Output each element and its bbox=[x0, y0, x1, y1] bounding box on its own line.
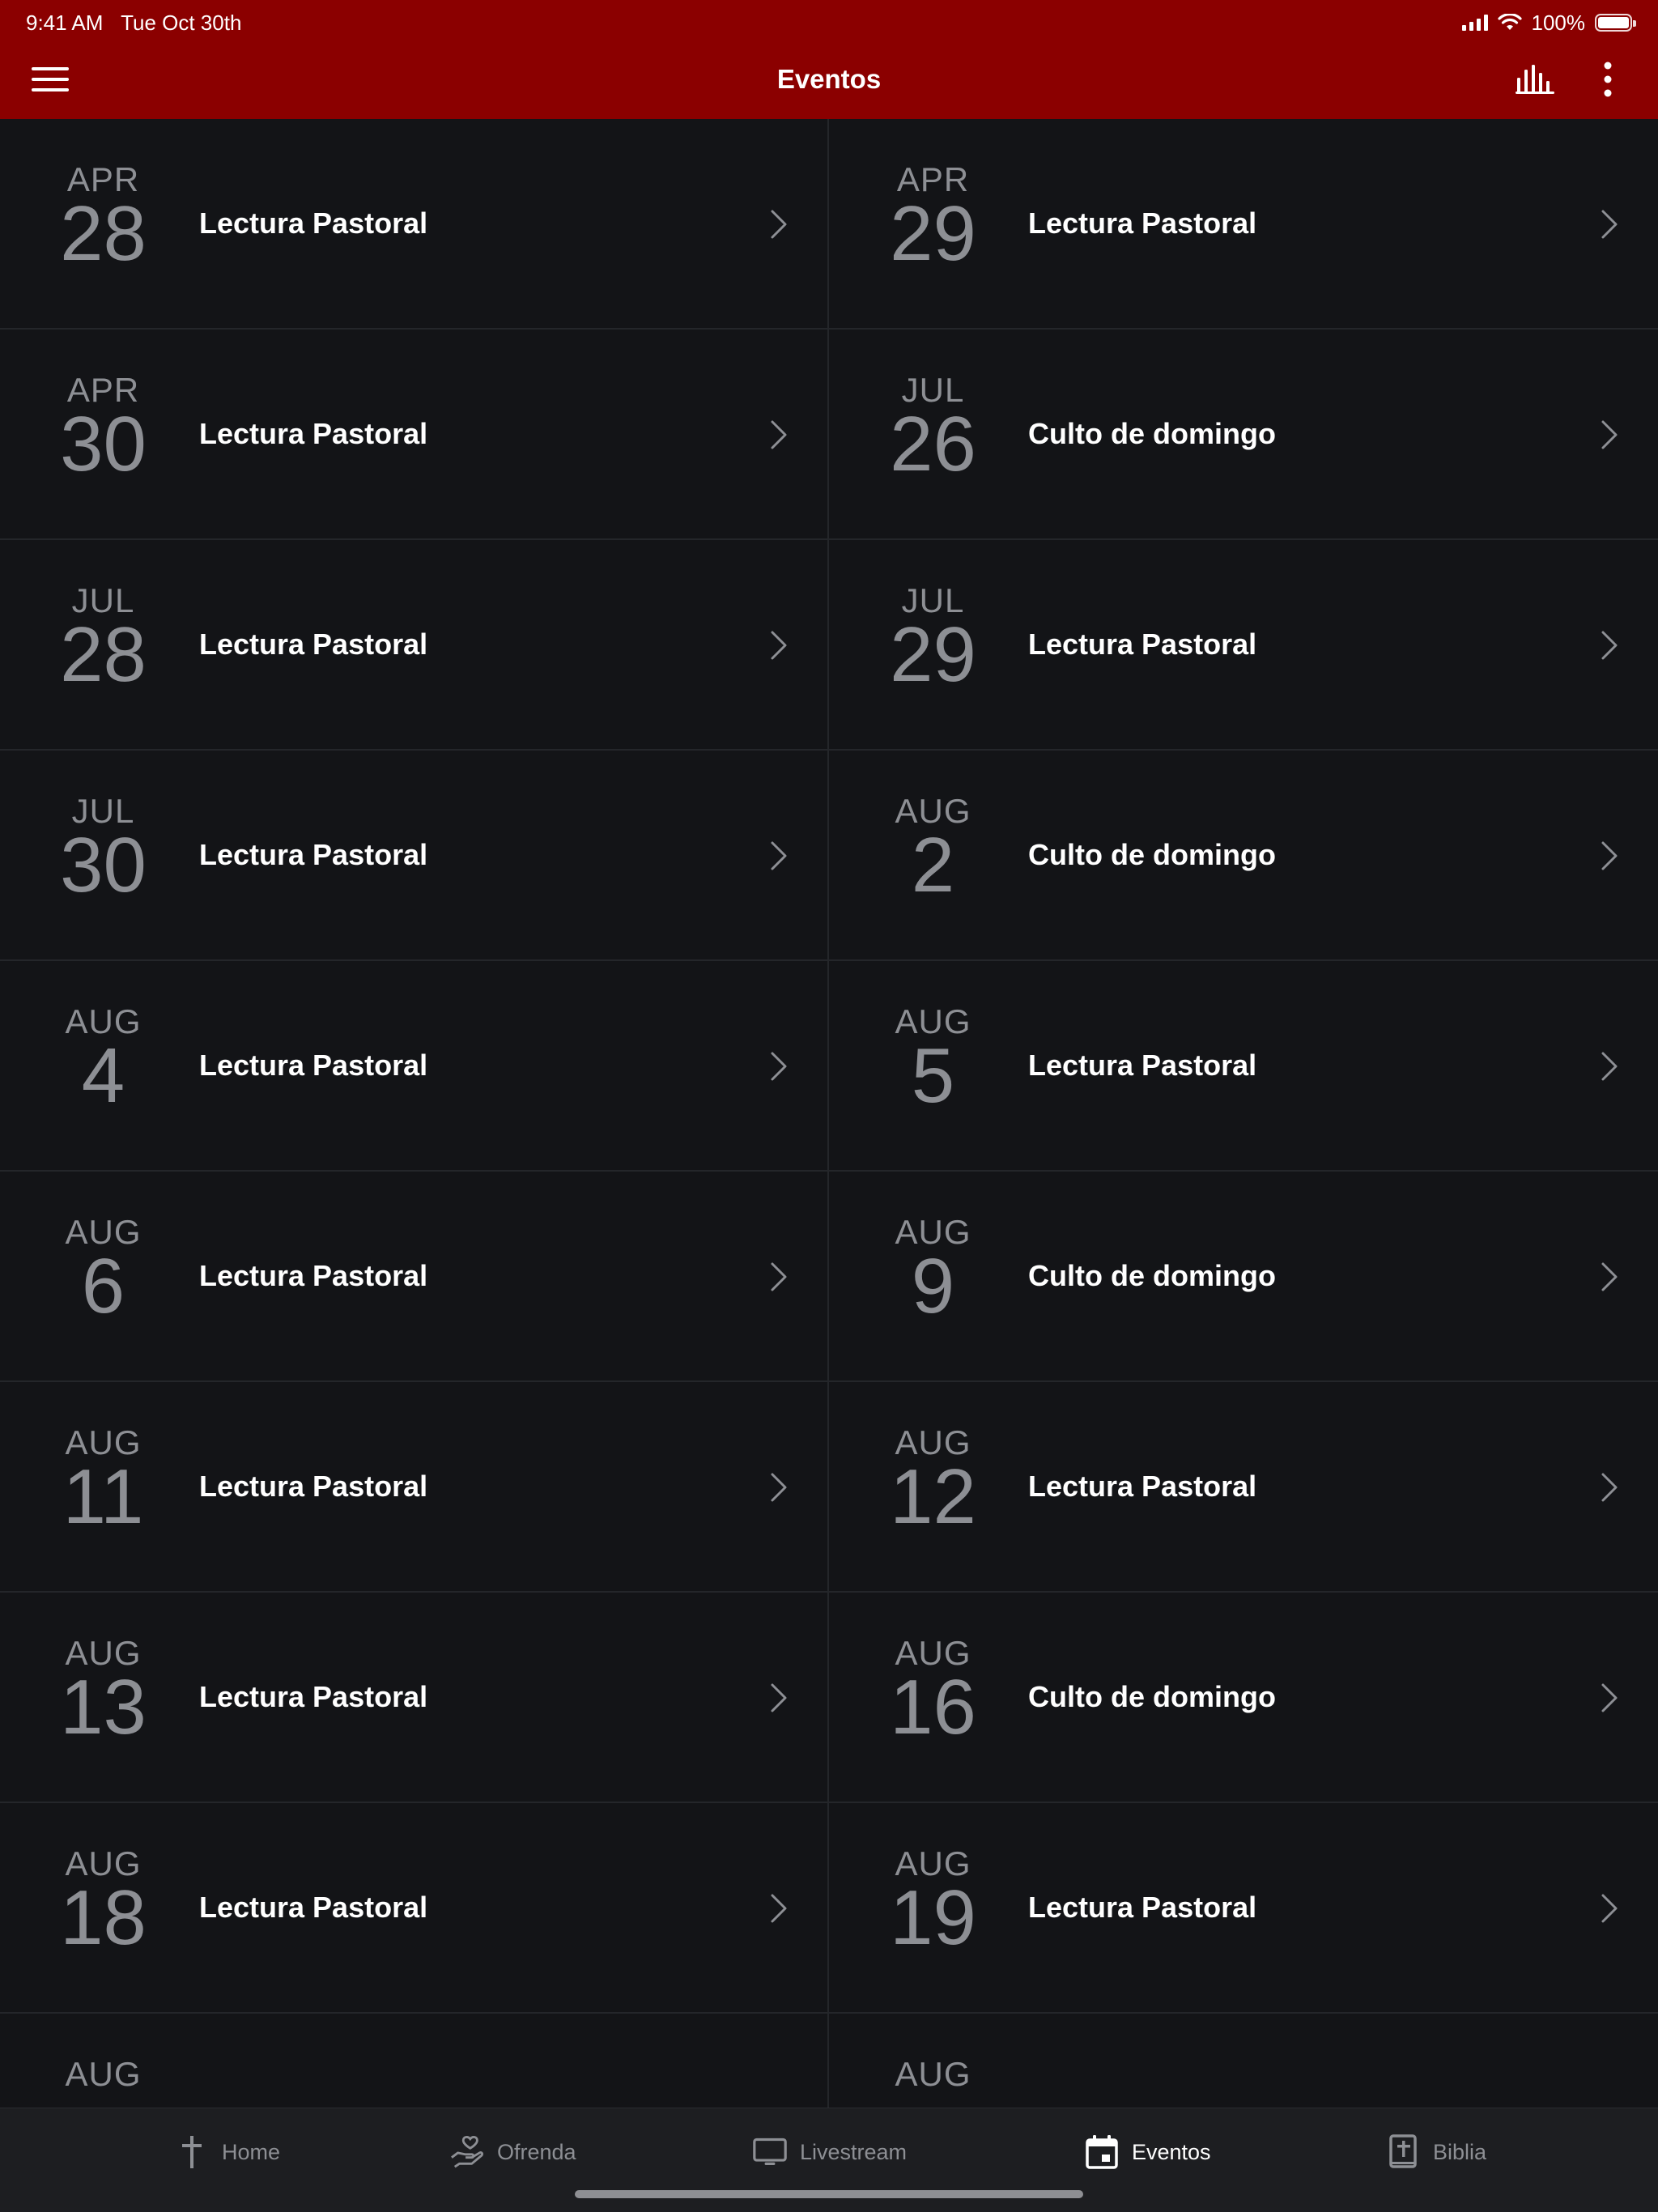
cellular-signal-icon bbox=[1462, 15, 1488, 31]
event-item[interactable] bbox=[0, 119, 829, 330]
more-vertical-icon bbox=[1603, 62, 1613, 97]
event-month: APR bbox=[66, 160, 140, 198]
event-month: AUG bbox=[65, 1002, 142, 1040]
chevron-right-icon bbox=[1592, 838, 1624, 874]
event-title: Lectura Pastoral bbox=[1028, 1470, 1257, 1503]
event-item[interactable] bbox=[829, 1382, 1658, 1593]
tab-home[interactable] bbox=[175, 2129, 280, 2175]
chevron-right-icon bbox=[1592, 1891, 1624, 1926]
event-item[interactable] bbox=[0, 540, 829, 751]
event-date bbox=[862, 160, 1004, 277]
event-date bbox=[862, 1634, 1004, 1750]
event-date bbox=[862, 792, 1004, 908]
events-list[interactable] bbox=[0, 119, 1658, 2108]
event-month: JUL bbox=[901, 581, 965, 619]
event-item[interactable] bbox=[829, 540, 1658, 751]
event-title: Culto de domingo bbox=[1028, 1680, 1276, 1713]
event-month: AUG bbox=[65, 1213, 142, 1251]
header bbox=[0, 0, 1658, 119]
event-date bbox=[862, 1844, 1004, 1961]
status-date: Tue Oct 30th bbox=[121, 11, 242, 35]
event-title: Lectura Pastoral bbox=[199, 206, 428, 240]
event-month: AUG bbox=[895, 792, 971, 830]
bar-chart-icon bbox=[1516, 65, 1554, 94]
event-day: 18 bbox=[60, 1874, 147, 1961]
battery-icon bbox=[1595, 14, 1632, 32]
event-title: Lectura Pastoral bbox=[199, 1891, 428, 1924]
event-date bbox=[32, 371, 174, 487]
event-day: 5 bbox=[911, 1032, 955, 1119]
tab-ofrenda-label: Ofrenda bbox=[497, 2139, 576, 2164]
event-item[interactable] bbox=[829, 1172, 1658, 1382]
tab-ofrenda[interactable] bbox=[450, 2129, 576, 2175]
event-date bbox=[32, 160, 174, 277]
status-time: 9:41 AM bbox=[26, 11, 104, 35]
tab-livestream-label: Livestream bbox=[800, 2139, 908, 2164]
event-date bbox=[32, 1423, 174, 1540]
event-title: Lectura Pastoral bbox=[199, 417, 428, 450]
event-item[interactable] bbox=[0, 2014, 829, 2108]
bible-icon bbox=[1386, 2135, 1420, 2169]
event-title: Lectura Pastoral bbox=[1028, 1891, 1257, 1924]
event-date bbox=[32, 1634, 174, 1750]
event-day: 28 bbox=[60, 611, 147, 698]
event-date bbox=[862, 1423, 1004, 1540]
event-item[interactable] bbox=[0, 330, 829, 540]
tab-eventos[interactable] bbox=[1085, 2129, 1211, 2175]
event-day: 16 bbox=[890, 1664, 976, 1750]
event-day: 29 bbox=[890, 190, 976, 277]
chevron-right-icon bbox=[1592, 627, 1624, 663]
wifi-icon bbox=[1498, 14, 1522, 32]
event-day: 2 bbox=[911, 822, 955, 908]
chevron-right-icon bbox=[761, 838, 793, 874]
chevron-right-icon bbox=[761, 1470, 793, 1505]
event-title: Lectura Pastoral bbox=[199, 1470, 428, 1503]
chevron-right-icon bbox=[1592, 1049, 1624, 1084]
event-date bbox=[32, 1002, 174, 1119]
event-item[interactable] bbox=[829, 961, 1658, 1172]
tab-biblia[interactable] bbox=[1386, 2129, 1486, 2175]
battery-percentage: 100% bbox=[1531, 11, 1585, 35]
event-date bbox=[862, 1213, 1004, 1329]
event-month: JUL bbox=[71, 581, 135, 619]
event-day: 19 bbox=[890, 1874, 976, 1961]
event-month: APR bbox=[66, 371, 140, 409]
event-item[interactable] bbox=[829, 330, 1658, 540]
event-month: AUG bbox=[895, 1634, 971, 1672]
event-item[interactable] bbox=[829, 2014, 1658, 2108]
event-month: AUG bbox=[895, 1423, 971, 1461]
event-day: 9 bbox=[911, 1243, 955, 1329]
chevron-right-icon bbox=[761, 206, 793, 242]
event-title: Lectura Pastoral bbox=[1028, 627, 1257, 661]
event-month: APR bbox=[896, 160, 970, 198]
event-title: Culto de domingo bbox=[1028, 838, 1276, 871]
event-day: 26 bbox=[890, 401, 976, 487]
event-title: Lectura Pastoral bbox=[1028, 1049, 1257, 1082]
chevron-right-icon bbox=[761, 417, 793, 453]
event-title: Lectura Pastoral bbox=[199, 838, 428, 871]
event-day: 30 bbox=[60, 401, 147, 487]
event-date bbox=[32, 1844, 174, 1961]
chevron-right-icon bbox=[761, 1891, 793, 1926]
chevron-right-icon bbox=[1592, 1470, 1624, 1505]
event-title: Lectura Pastoral bbox=[199, 1049, 428, 1082]
event-title: Lectura Pastoral bbox=[1028, 206, 1257, 240]
event-item[interactable] bbox=[829, 1593, 1658, 1803]
event-date bbox=[862, 581, 1004, 698]
event-month: AUG bbox=[895, 1213, 971, 1251]
page-title: Eventos bbox=[776, 64, 882, 94]
calendar-icon bbox=[1085, 2135, 1119, 2169]
event-title: Lectura Pastoral bbox=[199, 1680, 428, 1713]
event-month: JUL bbox=[901, 371, 965, 409]
chevron-right-icon bbox=[1592, 417, 1624, 453]
event-item[interactable] bbox=[0, 1803, 829, 2014]
event-day: 4 bbox=[81, 1032, 125, 1119]
tab-eventos-label: Eventos bbox=[1132, 2139, 1211, 2164]
tab-biblia-label: Biblia bbox=[1433, 2139, 1487, 2164]
event-day: 6 bbox=[81, 1243, 125, 1329]
monitor-icon bbox=[753, 2135, 787, 2169]
chevron-right-icon bbox=[1592, 1259, 1624, 1295]
event-month: AUG bbox=[65, 1423, 142, 1461]
chevron-right-icon bbox=[761, 1049, 793, 1084]
event-date bbox=[32, 581, 174, 698]
chevron-right-icon bbox=[1592, 206, 1624, 242]
cross-icon bbox=[175, 2135, 209, 2169]
event-title: Lectura Pastoral bbox=[199, 1259, 428, 1292]
tab-home-label: Home bbox=[222, 2139, 281, 2164]
chevron-right-icon bbox=[761, 1680, 793, 1716]
event-item[interactable] bbox=[0, 1382, 829, 1593]
more-options-button[interactable] bbox=[1582, 53, 1634, 105]
event-title: Culto de domingo bbox=[1028, 1259, 1276, 1292]
event-day: 28 bbox=[60, 190, 147, 277]
event-item[interactable] bbox=[0, 961, 829, 1172]
event-item[interactable] bbox=[0, 751, 829, 961]
event-day: 11 bbox=[62, 1453, 144, 1540]
event-date bbox=[32, 792, 174, 908]
status-time-date bbox=[26, 6, 241, 39]
tab-livestream[interactable] bbox=[753, 2129, 907, 2175]
event-day: 30 bbox=[60, 822, 147, 908]
chevron-right-icon bbox=[1592, 1680, 1624, 1716]
chevron-right-icon bbox=[761, 627, 793, 663]
status-indicators bbox=[1462, 6, 1633, 39]
chevron-right-icon bbox=[761, 1259, 793, 1295]
event-month: AUG bbox=[895, 1844, 971, 1882]
event-month: AUG bbox=[65, 1844, 142, 1882]
event-item[interactable] bbox=[0, 1172, 829, 1382]
event-title: Culto de domingo bbox=[1028, 417, 1276, 450]
event-month: AUG bbox=[65, 2055, 142, 2093]
event-title: Lectura Pastoral bbox=[199, 627, 428, 661]
event-date bbox=[32, 1213, 174, 1329]
event-date bbox=[862, 1002, 1004, 1119]
event-month: AUG bbox=[895, 2055, 971, 2093]
event-month: AUG bbox=[65, 1634, 142, 1672]
home-indicator[interactable] bbox=[575, 2190, 1083, 2198]
event-day: 13 bbox=[60, 1664, 147, 1750]
event-day: 29 bbox=[890, 611, 976, 698]
event-day: 12 bbox=[890, 1453, 976, 1540]
giving-hand-heart-icon bbox=[450, 2135, 484, 2169]
event-item[interactable] bbox=[829, 1803, 1658, 2014]
stats-button[interactable] bbox=[1509, 53, 1561, 105]
event-item[interactable] bbox=[829, 119, 1658, 330]
event-item[interactable] bbox=[829, 751, 1658, 961]
event-date bbox=[862, 371, 1004, 487]
event-date bbox=[32, 2055, 174, 2093]
event-date bbox=[862, 2055, 1004, 2093]
event-month: AUG bbox=[895, 1002, 971, 1040]
event-item[interactable] bbox=[0, 1593, 829, 1803]
event-month: JUL bbox=[71, 792, 135, 830]
